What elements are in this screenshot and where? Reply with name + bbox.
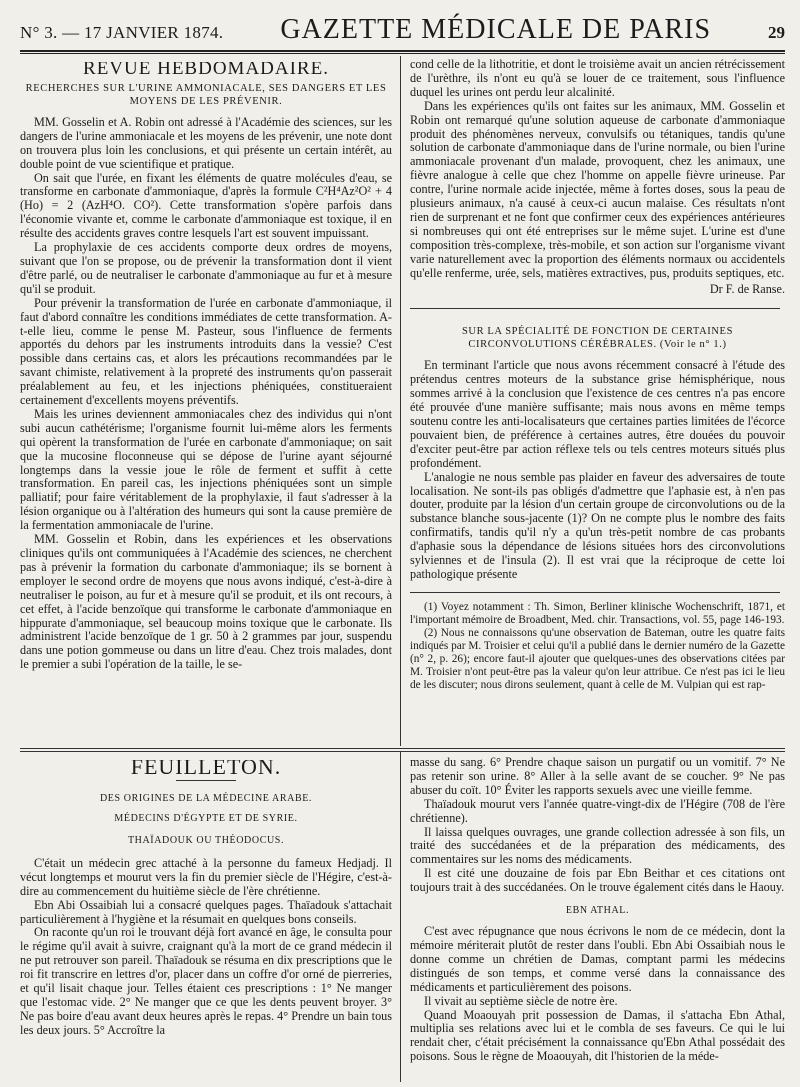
revue-paragraph: La prophylaxie de ces accidents comporte deux ordres de moyens, suivant que l'on se propose, ou de prévenir la transformation dont il vient d'être parlé, ou de neutraliser le carbonate d'ammoniaque au fur et à mesure qu'il se produit. [20,240,392,296]
ebn-athal-paragraph: Quand Moaouyah prit possession de Damas, il s'attacha Ebn Athal, multiplia ses relations avec lui et le combla de ses faveurs. Ce qui le lui rendait cher, c'était précisément la connaissance qu'Ebn Athal possédait des poisons. Sous le règne de Moaouyah, dit l'historien de la méde- [410,1007,785,1064]
feuilleton-paragraph: Thaïadouk mourut vers l'année quatre-vingt-dix de l'Hégire (708 de l'ère chrétienne). [410,796,785,825]
revue-subheading: RECHERCHES SUR L'URINE AMMONIACALE, SES DANGERS ET LES MOYENS DE LES PRÉVENIR. [25,82,387,107]
feuilleton-section-title: THAÏADOUK OU THÉODOCUS. [127,834,285,846]
header-rule-thin [20,53,785,54]
column-divider-top [400,56,401,746]
feuilleton-paragraph: On raconte qu'un roi le trouvant déjà fort avancé en âge, le consulta pour le régime qu'il avait à suivre, craignant qu'à la mort de ce grand médecin il ne put retrouver son pareil. Thaïadouk se résuma en dix prescriptions que le roi fit transcrire en lettres d'or, placer dans un coffre d'or orné de pierreries, et qu'il lisait chaque jour. Telles étaient ces prescriptions : 1° Ne manger que l'estomac vide. 2° Ne manger que ce que les dents peuvent broyer. 3° Ne pas boire d'eau avant deux heures après le repas. 4° Prendre un bain tous les deux jours. 5° Accroître la [20,925,392,1037]
footnotes [410,601,785,692]
circonvolutions-paragraph: En terminant l'article que nous avons récemment consacré à l'étude des prétendus centres moteurs de la substance grise hémisphérique, nous sommes arrivé à la conclusion que l'existence de ces centres n'a pas encore été prouvée d'une manière suffisante; mais nous avons en même temps soutenu contre les anti-localisateurs que certaines parties limitées de l'écorce pouvaient bien, de préférence à certaines autres, être douées du pouvoir d'exciter peut-être par action réflexe tels ou tels centres moteurs situés plus profondément. [410,358,785,470]
revue-paragraph: Dans les expériences qu'ils ont faites sur les animaux, MM. Gosselin et Robin ont remarqué qu'une solution aqueuse de carbonate d'ammoniaque produit des phénomènes nerveux, convulsifs ou tétaniques, tandis qu'une solution de carbonate d'ammoniaque dans de l'urine normale, ou bien l'urine ammoniacale provenant d'un malade, provoquent, chez les animaux, une fièvre analogue à celle que chez l'homme on appelle fièvre urineuse. Par contre, l'urine normale acide injectée, même à fortes doses, sous la peau de plusieurs animaux, n'a causé à ceux-ci aucun malaise. Ces résultats n'ont rien de surprenant et ne font que confirmer ceux des expériences antérieures si nombreuses qui ont été entreprises sur le même sujet. L'urine est d'une composition très-complexe, très-mobile, et son action sur l'organisme vivant varie naturellement avec la proportion des éléments normaux ou accidentels qu'elle renferme, urée, sels, matières extractives, pus, produits septiques, etc. [410,98,785,280]
revue-paragraph: MM. Gosselin et A. Robin ont adressé à l'Académie des sciences, sur les dangers de l'urine ammoniacale et les moyens de les prévenir, une note dont on trouvera plus loin les conclusions, et qui présente un certain intérêt, au double point de vue scientifique et pratique. [20,114,392,171]
feuilleton-heading: FEUILLETON. [130,760,282,779]
revue-heading: REVUE HEBDOMADAIRE. [83,62,329,79]
revue-paragraph: Pour prévenir la transformation de l'urée en carbonate d'ammoniaque, il faut d'abord connaître les conditions immédiates de cette transformation. A-t-elle lieu, comme le pense M. Pasteur, sous l'influence de ferments apportés du dehors par les instruments introduits dans la vessie? C'est possible dans certains cas, et alors les précautions recommandées par le savant chimiste, relativement à la propreté des instruments qu'on passerait préalablement au feu, et les injections phéniquées, constitueraient certainement d'excellents moyens préventifs. [20,295,392,408]
revue-paragraph: Mais les urines deviennent ammoniacales chez des individus qui n'ont subi aucun cathétérisme; l'organisme fournit lui-même alors les ferments qui opèrent la transformation de l'urée en carbonate d'ammoniaque; on sait que la mucosine floconneuse qui se dépose de l'urine ayant séjourné longtemps dans la vessie joue le rôle de ferment et suffit à cette transformation. En pareil cas, les injections phéniquées sont un simple palliatif; pour faire véritablement de la prophylaxie, il faut s'adresser à la lésion organique ou à l'altération des humeurs qui sont la cause première de la fermentation ammoniacale de l'urine. [20,406,392,533]
ebn-athal-paragraph: C'est avec répugnance que nous écrivons le nom de ce médecin, dont la mémoire mériterait plutôt de rester dans l'oubli. Ebn Abi Ossaibiah nous le donne comme un chrétien de Damas, comptant parmi les médecins distingués de son temps, et comme versé dans la connaissance des médicaments et particulièrement des poisons. [410,924,785,994]
feuilleton-column-right [410,756,785,1082]
revue-continued-paragraph: cond celle de la lithotritie, et dont le troisième avait un ancien rétrécissement de l'urèthre, ils n'ont eu qu'à se louer de ce traitement, sous l'influence duquel les urines ont perdu leur alcalinité. [410,58,785,99]
revue-column-left [20,62,392,746]
revue-paragraph: On sait que l'urée, en fixant les éléments de quatre molécules d'eau, se transforme en carbonate d'ammoniaque, d'après la formule C²H⁴Az²O² + 4 (Ho) = 2 (AzH⁴O. CO²). Cette transformation s'opère parfois dans l'économie vivante et, comme le carbonate d'ammoniaque est toxique, il en résulte des accidents graves contre lesquels l'art est souvent impuissant. [20,170,392,241]
feuilleton-continued-paragraph: masse du sang. 6° Prendre chaque saison un purgatif ou un vomitif. 7° Ne pas retenir son urine. 8° Aller à la selle avant de se coucher. 9° Ne pas abuser du coït. 10° Éviter les rapports sexuels avec une vieille femme. [410,756,785,797]
revue-paragraph: MM. Gosselin et Robin, dans les expériences et les observations cliniques qu'ils ont communiquées à l'Académie des sciences, ne cherchent pas à prévenir la formation du carbonate d'ammoniaque; ils se bornent à employer le second ordre de moyens que nous avons indiqué, c'est-à-dire à neutraliser le poison, au fur et à mesure qu'il se produit, et ils ont recours, à cet effet, à l'acide benzoïque qui transforme le carbonate d'ammoniaque en hippurate d'ammoniaque, sel beaucoup moins toxique que le carbonate. Ils administrent l'acide benzoïque de 1 gr. 50 à 2 grammes par jour, suspendu dans une potion gommeuse ou dans un litre d'eau. Chez trois malades, dont le premier a subi l'opération de la taille, le se- [20,532,392,672]
footnote: (1) Voyez notamment : Th. Simon, Berliner klinische Wochenschrift, 1871, et l'important mémoire de Broadbent, Med. chir. Transactions, vol. 55, page 146-193. [410,600,785,626]
ebn-athal-heading: EBN ATHAL. [565,905,630,917]
feuilleton-column-left [20,760,392,1082]
revue-column-right [410,58,785,746]
footnote: (2) Nous ne connaissons qu'une observation de Bateman, outre les quatre faits indiqués par M. Troisier et celui qu'il a publié dans le dernier numéro de la Gazette (n° 2, p. 26); encore faut-il ajouter que quelques-unes des observations citées par M. Troisier n'ont peut-être pas la valeur qu'on leur attribue. Ce n'est pas ici le lieu de les discuter; nous dirons seulement, quant à celle de M. Vulpian qui est rap- [410,626,785,691]
masthead [20,14,785,50]
header-rule [20,50,785,52]
feuilleton-rule [176,780,236,781]
feuilleton-paragraph: Il laissa quelques ouvrages, une grande collection adressée à son fils, un traité des succédanées et de la préparation des médicaments, des commentaires sur les noms des médicaments. [410,824,785,867]
circonvolutions-paragraph: L'analogie ne nous semble pas plaider en faveur des adversaires de toute localisation. Ne sont-ils pas obligés d'admettre que l'aphasie est, à n'en pas douter, produite par la lésion d'un certain groupe de circonvolutions ou de la substance blanche sous-jacente (1)? On ne compte plus le nombre des faits confirmatifs, tandis qu'il n'y a qu'un très-petit nombre de cas probants d'aphasie sous la dépendance de lésions situées hors des circonvolutions sylviennes et de l'insula (2). Il est vrai que la réciproque de cette loi pathologique présente [410,469,785,581]
feuilleton-paragraph: Il est cité une douzaine de fois par Ebn Beithar et ces citations ont toujours trait à des succédanées. On le trouve également cités dans le Haouy. [410,866,785,895]
feuilleton-paragraph: Ebn Abi Ossaibiah lui a consacré quelques pages. Thaïadouk s'attachait particulièrement à l'hygiène et la résumait en quelques bons conseils. [20,897,392,926]
feuilleton-divider-2 [20,751,785,752]
section-rule [410,308,780,309]
issue-date: N° 3. — 17 JANVIER 1874. [20,23,224,42]
feuilleton-paragraph: C'était un médecin grec attaché à la personne du fameux Hedjadj. Il vécut longtemps et mourut vers la fin du premier siècle de l'Hégire, c'est-à-dire au commencement du huitième siècle de l'ère chrétienne. [20,855,392,898]
feuilleton-divider [20,748,785,749]
author-signature: Dr F. de Ranse. [709,281,785,296]
ebn-athal-paragraph: Il vivait au septième siècle de notre ère. [424,993,618,1008]
circonvolutions-heading: SUR LA SPÉCIALITÉ DE FONCTION DE CERTAINES CIRCONVOLUTIONS CÉRÉBRALES. (Voir le n° 1.) [461,326,734,351]
page-number: 29 [768,23,785,42]
feuilleton-title: DES ORIGINES DE LA MÉDECINE ARABE. [99,792,313,804]
newspaper-title: GAZETTE MÉDICALE DE PARIS [280,14,712,45]
column-divider-bottom [400,752,401,1082]
feuilleton-subtitle: MÉDECINS D'ÉGYPTE ET DE SYRIE. [114,812,298,824]
footnote-rule [410,592,780,593]
